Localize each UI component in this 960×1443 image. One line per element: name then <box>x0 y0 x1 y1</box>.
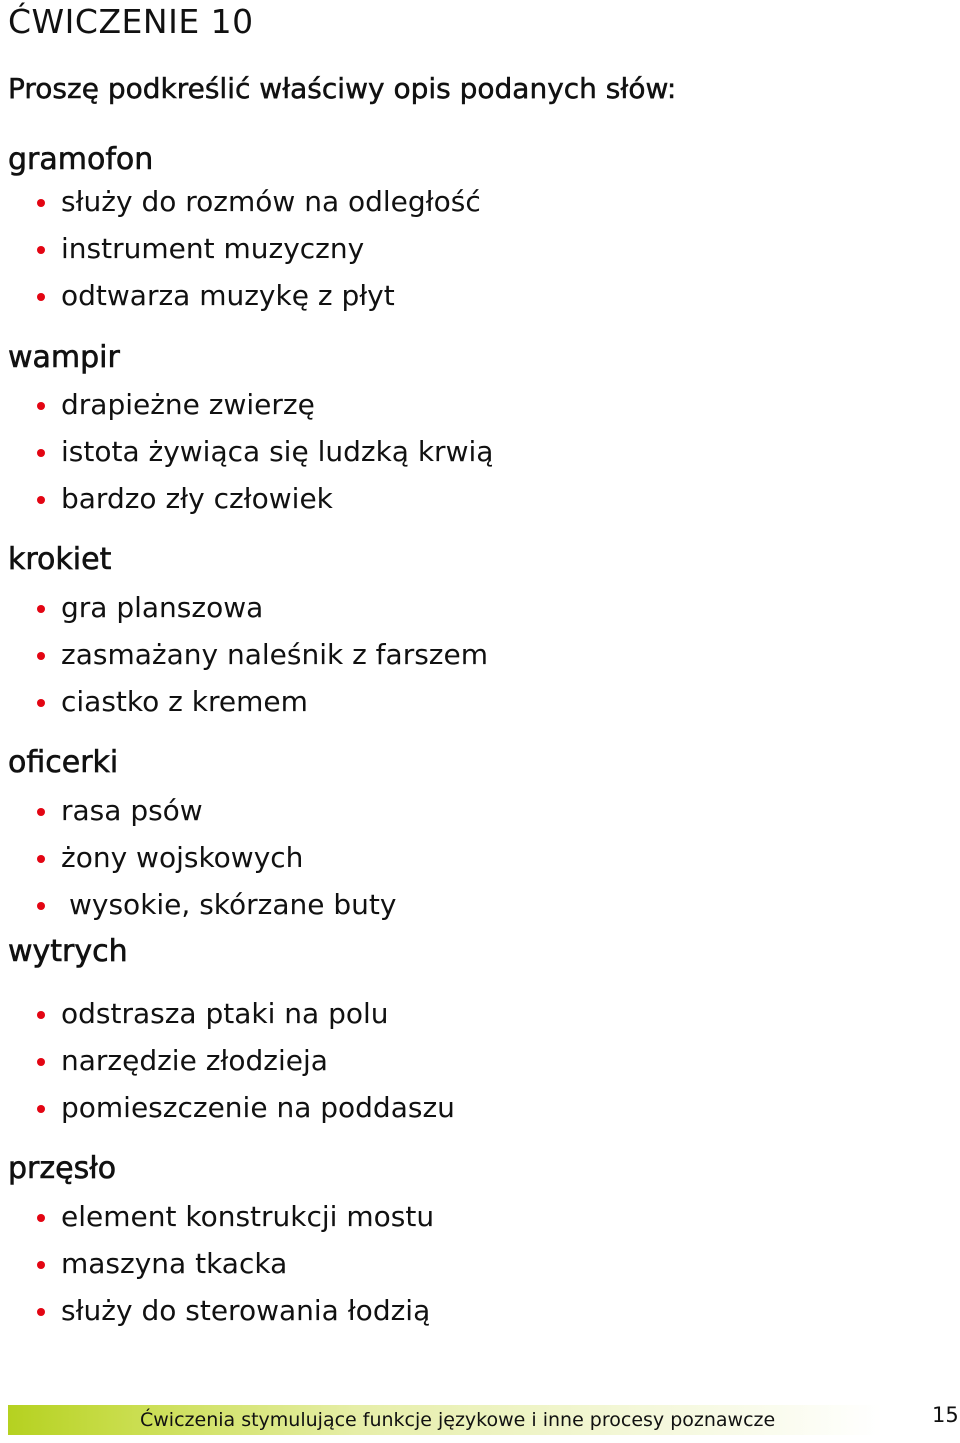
exercise-instruction: Proszę podkreślić właściwy opis podanych słów: <box>8 72 677 105</box>
option-item[interactable] <box>0 791 700 831</box>
option-label: bardzo zły człowiek <box>61 482 333 515</box>
bullet-icon <box>37 1058 45 1066</box>
bullet-icon <box>37 402 45 410</box>
option-item[interactable] <box>0 1197 700 1237</box>
option-label: zasmażany naleśnik z farszem <box>61 638 488 671</box>
option-item[interactable] <box>0 1291 700 1331</box>
word-heading: gramofon <box>8 142 154 177</box>
bullet-icon <box>37 199 45 207</box>
option-item[interactable] <box>0 432 700 472</box>
option-label: drapieżne zwierzę <box>61 388 315 421</box>
bullet-icon <box>37 1214 45 1222</box>
bullet-icon <box>37 449 45 457</box>
bullet-icon <box>37 1011 45 1019</box>
option-label: istota żywiąca się ludzką krwią <box>61 435 494 468</box>
option-item[interactable] <box>0 479 700 519</box>
bullet-icon <box>37 902 45 910</box>
bullet-icon <box>37 293 45 301</box>
option-item[interactable] <box>0 838 700 878</box>
option-label: element konstrukcji mostu <box>61 1200 435 1233</box>
option-item[interactable] <box>0 682 700 722</box>
option-label: pomieszczenie na poddaszu <box>61 1091 455 1124</box>
option-item[interactable] <box>0 1088 700 1128</box>
bullet-icon <box>37 1105 45 1113</box>
option-item[interactable] <box>0 182 700 222</box>
page-number: 15 <box>932 1403 959 1427</box>
word-heading: wytrych <box>8 934 128 969</box>
bullet-icon <box>37 855 45 863</box>
bullet-icon <box>37 808 45 816</box>
bullet-icon <box>37 1261 45 1269</box>
word-heading: krokiet <box>8 542 112 577</box>
option-label: żony wojskowych <box>61 841 304 874</box>
option-item[interactable] <box>0 994 700 1034</box>
option-item[interactable] <box>0 276 700 316</box>
option-label: maszyna tkacka <box>61 1247 288 1280</box>
bullet-icon <box>37 652 45 660</box>
option-item[interactable] <box>0 385 700 425</box>
option-label: odtwarza muzykę z płyt <box>61 279 395 312</box>
bullet-icon <box>37 1308 45 1316</box>
word-heading: przęsło <box>8 1151 117 1186</box>
word-heading: wampir <box>8 340 120 375</box>
page-footer <box>0 1399 960 1439</box>
option-label: służy do rozmów na odległość <box>61 185 481 218</box>
page-title: ĆWICZENIE 10 <box>8 2 254 41</box>
option-item[interactable] <box>0 229 700 269</box>
option-label: służy do sterowania łodzią <box>61 1294 431 1327</box>
bullet-icon <box>37 496 45 504</box>
option-item[interactable] <box>0 1041 700 1081</box>
option-item[interactable] <box>0 1244 700 1284</box>
option-label: narzędzie złodzieja <box>61 1044 328 1077</box>
word-heading: oficerki <box>8 745 119 780</box>
option-label: wysokie, skórzane buty <box>69 888 397 921</box>
bullet-icon <box>37 605 45 613</box>
option-label: rasa psów <box>61 794 203 827</box>
option-label: ciastko z kremem <box>61 685 308 718</box>
option-label: gra planszowa <box>61 591 264 624</box>
bullet-icon <box>37 699 45 707</box>
footer-text: Ćwiczenia stymulujące funkcje językowe i inne procesy poznawcze <box>140 1409 776 1431</box>
option-item[interactable] <box>0 588 700 628</box>
bullet-icon <box>37 246 45 254</box>
option-label: instrument muzyczny <box>61 232 365 265</box>
option-label: odstrasza ptaki na polu <box>61 997 389 1030</box>
option-item[interactable] <box>0 635 700 675</box>
option-item[interactable] <box>0 885 700 925</box>
